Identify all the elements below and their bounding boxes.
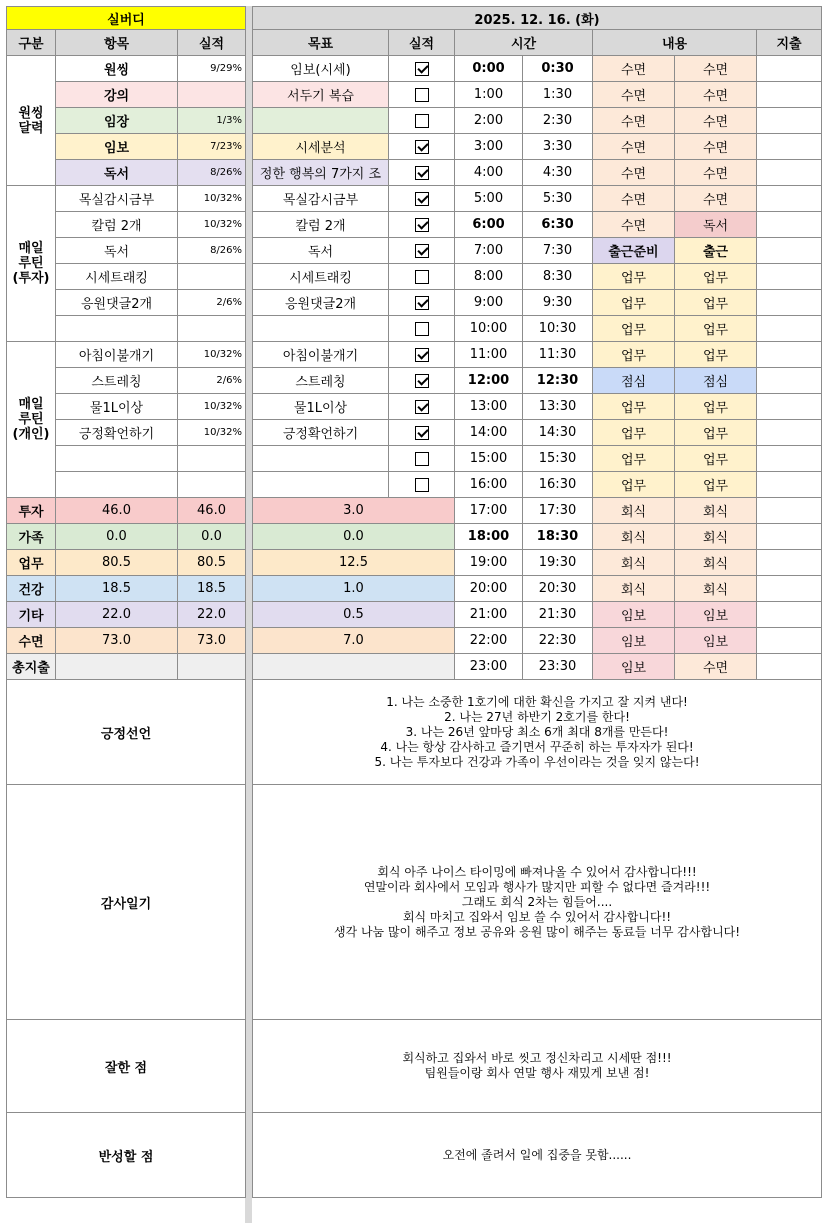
item-label: 칼럼 2개 xyxy=(56,212,178,238)
item-percent: 10/32% xyxy=(178,212,246,238)
activity-a: 회식 xyxy=(593,524,675,550)
time-start: 23:00 xyxy=(455,654,523,680)
summary-label: 기타 xyxy=(7,602,56,628)
activity-a: 업무 xyxy=(593,420,675,446)
summary-value-a: 0.0 xyxy=(56,524,178,550)
time-start: 7:00 xyxy=(455,238,523,264)
goal-checkbox-cell[interactable] xyxy=(389,264,455,290)
time-half: 11:30 xyxy=(523,342,593,368)
item-label xyxy=(56,472,178,498)
time-half: 6:30 xyxy=(523,212,593,238)
unchecked-checkbox[interactable] xyxy=(415,322,429,336)
summary-value-b: 22.0 xyxy=(178,602,246,628)
activity-b: 수면 xyxy=(675,82,757,108)
time-half: 8:30 xyxy=(523,264,593,290)
item-label: 원씽 xyxy=(56,56,178,82)
goal-checkbox-cell[interactable] xyxy=(389,290,455,316)
goal-checkbox-cell[interactable] xyxy=(389,186,455,212)
item-percent: 2/6% xyxy=(178,368,246,394)
activity-b: 회식 xyxy=(675,524,757,550)
goal-checkbox-cell[interactable] xyxy=(389,394,455,420)
section-label: 감사일기 xyxy=(7,785,246,1020)
summary-label: 업무 xyxy=(7,550,56,576)
time-half: 15:30 xyxy=(523,446,593,472)
group-label: 원씽 달력 xyxy=(7,56,56,186)
activity-a: 수면 xyxy=(593,56,675,82)
activity-a: 업무 xyxy=(593,394,675,420)
activity-a: 업무 xyxy=(593,446,675,472)
goal-checkbox-cell[interactable] xyxy=(389,368,455,394)
goal-checkbox-cell[interactable] xyxy=(389,472,455,498)
goal-text: 물1L이상 xyxy=(253,394,389,420)
time-half: 16:30 xyxy=(523,472,593,498)
goal-checkbox-cell[interactable] xyxy=(389,56,455,82)
summary-value-c: 12.5 xyxy=(253,550,455,576)
item-percent: 10/32% xyxy=(178,342,246,368)
goal-text xyxy=(253,108,389,134)
unchecked-checkbox[interactable] xyxy=(415,452,429,466)
expense-cell xyxy=(757,212,822,238)
checked-checkbox[interactable] xyxy=(415,218,429,232)
goal-text xyxy=(253,472,389,498)
expense-cell xyxy=(757,290,822,316)
time-start: 0:00 xyxy=(455,56,523,82)
item-label: 독서 xyxy=(56,238,178,264)
time-half: 7:30 xyxy=(523,238,593,264)
goal-text: 긍정확언하기 xyxy=(253,420,389,446)
expense-cell xyxy=(757,82,822,108)
unchecked-checkbox[interactable] xyxy=(415,88,429,102)
goal-checkbox-cell[interactable] xyxy=(389,108,455,134)
expense-cell xyxy=(757,238,822,264)
right-header-1: 실적 xyxy=(389,30,455,56)
left-planner-table xyxy=(6,6,246,1198)
summary-value-a: 46.0 xyxy=(56,498,178,524)
activity-a: 임보 xyxy=(593,602,675,628)
item-percent: 10/32% xyxy=(178,394,246,420)
goal-checkbox-cell[interactable] xyxy=(389,446,455,472)
well-done-text-body: 회식하고 집와서 바로 씻고 정신차리고 시세딴 점!!! 팀원들이랑 회사 연말 행사 재밌게 보낸 점! xyxy=(402,1051,672,1080)
time-start: 8:00 xyxy=(455,264,523,290)
summary-value-a: 73.0 xyxy=(56,628,178,654)
left-header-0: 구분 xyxy=(7,30,56,56)
activity-b: 점심 xyxy=(675,368,757,394)
time-start: 3:00 xyxy=(455,134,523,160)
time-start: 9:00 xyxy=(455,290,523,316)
summary-label: 가족 xyxy=(7,524,56,550)
time-start: 11:00 xyxy=(455,342,523,368)
goal-text: 목실감시금부 xyxy=(253,186,389,212)
item-percent: 8/26% xyxy=(178,160,246,186)
checked-checkbox[interactable] xyxy=(415,348,429,362)
summary-value-b: 80.5 xyxy=(178,550,246,576)
item-percent: 2/6% xyxy=(178,290,246,316)
time-half: 5:30 xyxy=(523,186,593,212)
item-label: 아침이불개기 xyxy=(56,342,178,368)
section-label: 잘한 점 xyxy=(7,1020,246,1113)
time-half: 18:30 xyxy=(523,524,593,550)
time-start: 12:00 xyxy=(455,368,523,394)
checked-checkbox[interactable] xyxy=(415,426,429,440)
time-start: 16:00 xyxy=(455,472,523,498)
time-start: 10:00 xyxy=(455,316,523,342)
activity-b: 회식 xyxy=(675,498,757,524)
time-start: 6:00 xyxy=(455,212,523,238)
time-half: 20:30 xyxy=(523,576,593,602)
time-start: 4:00 xyxy=(455,160,523,186)
right-schedule-table xyxy=(252,6,822,1198)
item-percent: 9/29% xyxy=(178,56,246,82)
expense-cell xyxy=(757,654,822,680)
activity-b: 업무 xyxy=(675,264,757,290)
summary-value-b: 18.5 xyxy=(178,576,246,602)
summary-value-b: 0.0 xyxy=(178,524,246,550)
activity-a: 회식 xyxy=(593,550,675,576)
time-half: 10:30 xyxy=(523,316,593,342)
item-label: 긍정확언하기 xyxy=(56,420,178,446)
goal-text: 응원댓글2개 xyxy=(253,290,389,316)
activity-a: 업무 xyxy=(593,316,675,342)
summary-label: 투자 xyxy=(7,498,56,524)
item-label: 물1L이상 xyxy=(56,394,178,420)
checked-checkbox[interactable] xyxy=(415,192,429,206)
summary-value-c: 1.0 xyxy=(253,576,455,602)
right-header-4: 지출 xyxy=(757,30,822,56)
time-start: 21:00 xyxy=(455,602,523,628)
expense-cell xyxy=(757,602,822,628)
time-half: 12:30 xyxy=(523,368,593,394)
activity-a: 업무 xyxy=(593,342,675,368)
item-label: 목실감시금부 xyxy=(56,186,178,212)
expense-cell xyxy=(757,498,822,524)
item-percent xyxy=(178,82,246,108)
gratitude-text-body: 회식 아주 나이스 타이밍에 빠져나올 수 있어서 감사합니다!!! 연말이라 회사에서 모임과 행사가 많지만 피할 수 없다면 즐겨라!!! 그래도 회식 2차는 힘들어.... 회식 마치고 집와서 임보 쓸 수 있어서 감사합니다!! 생각 나눔 많이 해주고 정보 공유와 응원 많이 해주는 동료들 너무 감사합니다! xyxy=(333,864,741,939)
reflection-text-body: 오전에 졸려서 일에 집중을 못함...... xyxy=(442,1147,632,1162)
left-header-2: 실적 xyxy=(178,30,246,56)
goal-text xyxy=(253,446,389,472)
affirmations-text xyxy=(253,680,822,785)
time-half: 13:30 xyxy=(523,394,593,420)
item-label xyxy=(56,446,178,472)
item-label: 임보 xyxy=(56,134,178,160)
activity-b: 임보 xyxy=(675,628,757,654)
date-header: 2025. 12. 16. (화) xyxy=(253,7,822,30)
time-half: 17:30 xyxy=(523,498,593,524)
item-percent: 10/32% xyxy=(178,186,246,212)
activity-a: 임보 xyxy=(593,628,675,654)
expense-cell xyxy=(757,420,822,446)
checked-checkbox[interactable] xyxy=(415,244,429,258)
goal-checkbox-cell[interactable] xyxy=(389,342,455,368)
expense-cell xyxy=(757,368,822,394)
goal-checkbox-cell[interactable] xyxy=(389,420,455,446)
right-header-2: 시간 xyxy=(455,30,593,56)
activity-a: 점심 xyxy=(593,368,675,394)
time-half: 23:30 xyxy=(523,654,593,680)
summary-value-a: 22.0 xyxy=(56,602,178,628)
goal-text xyxy=(253,316,389,342)
summary-value-c: 0.5 xyxy=(253,602,455,628)
item-label: 스트레칭 xyxy=(56,368,178,394)
group-label: 매일 루틴 (투자) xyxy=(7,186,56,342)
summary-value-c: 7.0 xyxy=(253,628,455,654)
item-percent: 8/26% xyxy=(178,238,246,264)
time-half: 9:30 xyxy=(523,290,593,316)
activity-a: 회식 xyxy=(593,576,675,602)
goal-text: 서두기 복습 xyxy=(253,82,389,108)
goal-text: 정한 행복의 7가지 조 xyxy=(253,160,389,186)
activity-b: 회식 xyxy=(675,576,757,602)
activity-b: 업무 xyxy=(675,420,757,446)
well-done-text xyxy=(253,1020,822,1113)
goal-text: 시세트래킹 xyxy=(253,264,389,290)
time-half: 2:30 xyxy=(523,108,593,134)
activity-b: 수면 xyxy=(675,186,757,212)
item-percent: 10/32% xyxy=(178,420,246,446)
right-header-3: 내용 xyxy=(593,30,757,56)
expense-cell xyxy=(757,524,822,550)
time-half: 21:30 xyxy=(523,602,593,628)
expense-cell xyxy=(757,550,822,576)
summary-label: 총지출 xyxy=(7,654,56,680)
activity-a: 수면 xyxy=(593,212,675,238)
item-label: 응원댓글2개 xyxy=(56,290,178,316)
expense-cell xyxy=(757,264,822,290)
activity-b: 임보 xyxy=(675,602,757,628)
summary-label: 수면 xyxy=(7,628,56,654)
activity-a: 업무 xyxy=(593,264,675,290)
item-percent xyxy=(178,472,246,498)
activity-b: 업무 xyxy=(675,290,757,316)
planner-title: 실버디 xyxy=(7,7,246,30)
goal-checkbox-cell[interactable] xyxy=(389,212,455,238)
summary-value-c xyxy=(253,654,455,680)
time-start: 13:00 xyxy=(455,394,523,420)
time-half: 0:30 xyxy=(523,56,593,82)
time-start: 14:00 xyxy=(455,420,523,446)
time-start: 15:00 xyxy=(455,446,523,472)
expense-cell xyxy=(757,342,822,368)
summary-value-b: 46.0 xyxy=(178,498,246,524)
activity-b: 업무 xyxy=(675,342,757,368)
activity-a: 회식 xyxy=(593,498,675,524)
column-separator xyxy=(245,6,252,1223)
item-percent xyxy=(178,316,246,342)
goal-text: 칼럼 2개 xyxy=(253,212,389,238)
summary-value-a xyxy=(56,654,178,680)
checked-checkbox[interactable] xyxy=(415,374,429,388)
left-header-1: 항목 xyxy=(56,30,178,56)
checked-checkbox[interactable] xyxy=(415,62,429,76)
expense-cell xyxy=(757,134,822,160)
summary-label: 건강 xyxy=(7,576,56,602)
activity-b: 수면 xyxy=(675,160,757,186)
time-half: 19:30 xyxy=(523,550,593,576)
time-start: 1:00 xyxy=(455,82,523,108)
time-half: 3:30 xyxy=(523,134,593,160)
section-label: 반성할 점 xyxy=(7,1113,246,1198)
expense-cell xyxy=(757,108,822,134)
gratitude-text xyxy=(253,785,822,1020)
section-label: 긍정선언 xyxy=(7,680,246,785)
goal-checkbox-cell[interactable] xyxy=(389,82,455,108)
item-percent xyxy=(178,446,246,472)
activity-a: 수면 xyxy=(593,82,675,108)
item-percent: 7/23% xyxy=(178,134,246,160)
activity-b: 업무 xyxy=(675,316,757,342)
time-start: 18:00 xyxy=(455,524,523,550)
goal-text: 독서 xyxy=(253,238,389,264)
checked-checkbox[interactable] xyxy=(415,400,429,414)
expense-cell xyxy=(757,186,822,212)
activity-a: 수면 xyxy=(593,186,675,212)
activity-b: 수면 xyxy=(675,134,757,160)
item-label: 강의 xyxy=(56,82,178,108)
time-half: 4:30 xyxy=(523,160,593,186)
summary-value-a: 18.5 xyxy=(56,576,178,602)
goal-text: 시세분석 xyxy=(253,134,389,160)
unchecked-checkbox[interactable] xyxy=(415,114,429,128)
expense-cell xyxy=(757,446,822,472)
time-start: 5:00 xyxy=(455,186,523,212)
activity-b: 독서 xyxy=(675,212,757,238)
activity-a: 수면 xyxy=(593,134,675,160)
activity-a: 출근준비 xyxy=(593,238,675,264)
expense-cell xyxy=(757,472,822,498)
activity-b: 업무 xyxy=(675,394,757,420)
activity-b: 업무 xyxy=(675,472,757,498)
time-half: 14:30 xyxy=(523,420,593,446)
goal-text: 임보(시세) xyxy=(253,56,389,82)
goal-checkbox-cell[interactable] xyxy=(389,134,455,160)
activity-b: 수면 xyxy=(675,654,757,680)
goal-checkbox-cell[interactable] xyxy=(389,160,455,186)
activity-b: 업무 xyxy=(675,446,757,472)
activity-a: 업무 xyxy=(593,290,675,316)
goal-text: 아침이불개기 xyxy=(253,342,389,368)
activity-a: 수면 xyxy=(593,108,675,134)
item-label: 독서 xyxy=(56,160,178,186)
checked-checkbox[interactable] xyxy=(415,140,429,154)
time-start: 22:00 xyxy=(455,628,523,654)
checked-checkbox[interactable] xyxy=(415,296,429,310)
activity-a: 수면 xyxy=(593,160,675,186)
time-half: 1:30 xyxy=(523,82,593,108)
affirmations-text-body: 1. 나는 소중한 1호기에 대한 확신을 가지고 잘 지켜 낸다! 2. 나는 27년 하반기 2호기를 한다! 3. 나는 26년 앞마당 최소 6개 최대 8개를 만든다! 4. 나는 항상 감사하고 즐기면서 꾸준히 하는 투자자가 된다! 5. 나는 투자보다 건강과 가족이 우선이라는 것을 잊지 않는다! xyxy=(374,694,700,769)
activity-b: 수면 xyxy=(675,56,757,82)
summary-value-a: 80.5 xyxy=(56,550,178,576)
item-percent: 1/3% xyxy=(178,108,246,134)
unchecked-checkbox[interactable] xyxy=(415,478,429,492)
time-start: 17:00 xyxy=(455,498,523,524)
item-label xyxy=(56,316,178,342)
expense-cell xyxy=(757,56,822,82)
activity-b: 수면 xyxy=(675,108,757,134)
activity-a: 임보 xyxy=(593,654,675,680)
checked-checkbox[interactable] xyxy=(415,166,429,180)
expense-cell xyxy=(757,628,822,654)
goal-checkbox-cell[interactable] xyxy=(389,316,455,342)
goal-text: 스트레칭 xyxy=(253,368,389,394)
activity-a: 업무 xyxy=(593,472,675,498)
reflection-text xyxy=(253,1113,822,1198)
expense-cell xyxy=(757,316,822,342)
group-label: 매일 루틴 (개인) xyxy=(7,342,56,498)
expense-cell xyxy=(757,394,822,420)
item-label: 임장 xyxy=(56,108,178,134)
activity-b: 회식 xyxy=(675,550,757,576)
item-label: 시세트래킹 xyxy=(56,264,178,290)
time-start: 2:00 xyxy=(455,108,523,134)
activity-b: 출근 xyxy=(675,238,757,264)
item-percent xyxy=(178,264,246,290)
summary-value-c: 3.0 xyxy=(253,498,455,524)
time-start: 19:00 xyxy=(455,550,523,576)
time-half: 22:30 xyxy=(523,628,593,654)
summary-value-b xyxy=(178,654,246,680)
expense-cell xyxy=(757,160,822,186)
time-start: 20:00 xyxy=(455,576,523,602)
expense-cell xyxy=(757,576,822,602)
summary-value-c: 0.0 xyxy=(253,524,455,550)
summary-value-b: 73.0 xyxy=(178,628,246,654)
right-header-0: 목표 xyxy=(253,30,389,56)
goal-checkbox-cell[interactable] xyxy=(389,238,455,264)
unchecked-checkbox[interactable] xyxy=(415,270,429,284)
